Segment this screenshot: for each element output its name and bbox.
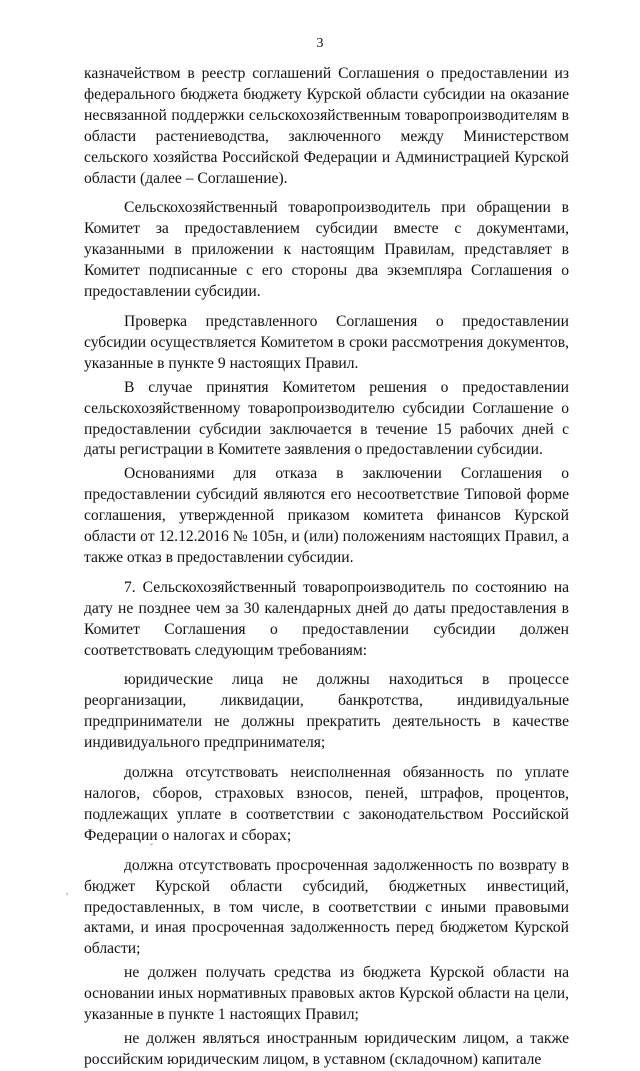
- document-body: [84, 64, 569, 1071]
- page-number: 3: [316, 36, 324, 51]
- paragraph-agreement-conclusion: В случае принятия Комитетом решения о предоставлении сельскохозяйственному товаропроизводителю субсидии Соглашение о предоставлении субсидии заключается в течение 15 рабочих дней с даты регистрации в Комитете заявления о предоставлении субсидии.: [84, 378, 569, 459]
- paragraph-refusal-grounds: Основаниями для отказа в заключении Соглашения о предоставлении субсидий являются его несоответствие Типовой форме соглашения, утвержденной приказом комитета финансов Курской области от 12.12.2016 № 105н, и (или) положениям настоящих Правил, а также отказ в предоставлении субсидии.: [84, 465, 569, 566]
- paragraph-requirement-taxes: должна отсутствовать неисполненная обязанность по уплате налогов, сборов, страховых взносов, пеней, штрафов, процентов, подлежащих уплате в соответствии с законодательством Российской Федерации о налогах и сборах;: [84, 764, 569, 844]
- paragraph-requirement-foreign-entity: не должен являться иностранным юридическим лицом, а также российским юридическим лицом, в уставном (складочном) капитале: [84, 1029, 569, 1068]
- paragraph-item-7-requirements: 7. Сельскохозяйственный товаропроизводитель по состоянию на дату не позднее чем за 30 календарных дней до даты предоставления в Комитет Соглашения о предоставлении субсидии должен соответствовать следующим требованиям:: [84, 578, 569, 659]
- paragraph-agreement-registry: казначейством в реестр соглашений Соглашения о предоставлении из федерального бюджета бюджету Курской области субсидии на оказание несвязанной поддержки сельскохозяйственным товаропроизводителям в области растениеводства, заключенного между Министерством сельского хозяйства Российской Федерации и Администрацией Курской области (далее – Соглашение).: [84, 65, 569, 187]
- paragraph-agreement-check: Проверка представленного Соглашения о предоставлении субсидии осуществляется Комитетом в сроки рассмотрения документов, указанные в пункте 9 настоящих Правил.: [84, 312, 569, 372]
- paragraph-requirement-debt: должна отсутствовать просроченная задолженность по возврату в бюджет Курской области субсидий, бюджетных инвестиций, предоставленных, в том числе, в соответствии с иными правовыми актами, и иная просроченная задолженность перед бюджетом Курской области;: [84, 856, 569, 958]
- paragraph-requirement-other-funds: не должен получать средства из бюджета Курской области на основании иных нормативных правовых актов Курской области на цели, указанные в пункте 1 настоящих Правил;: [84, 964, 569, 1024]
- scan-mark: ˇ: [150, 842, 153, 852]
- paragraph-requirement-reorganization: юридические лица не должны находиться в процессе реорганизации, ликвидации, банкротства, индивидуальные предприниматели не должны прекратить деятельность в качестве индивидуального предпринимателя;: [84, 671, 569, 752]
- paragraph-producer-submission: Сельскохозяйственный товаропроизводитель при обращении в Комитет за предоставлением субсидии вместе с документами, указанными в приложении к настоящим Правилам, представляет в Комитет подписанные с его стороны два экземпляра Соглашения о предоставлении субсидии.: [84, 199, 569, 301]
- scan-mark: ,: [66, 886, 69, 896]
